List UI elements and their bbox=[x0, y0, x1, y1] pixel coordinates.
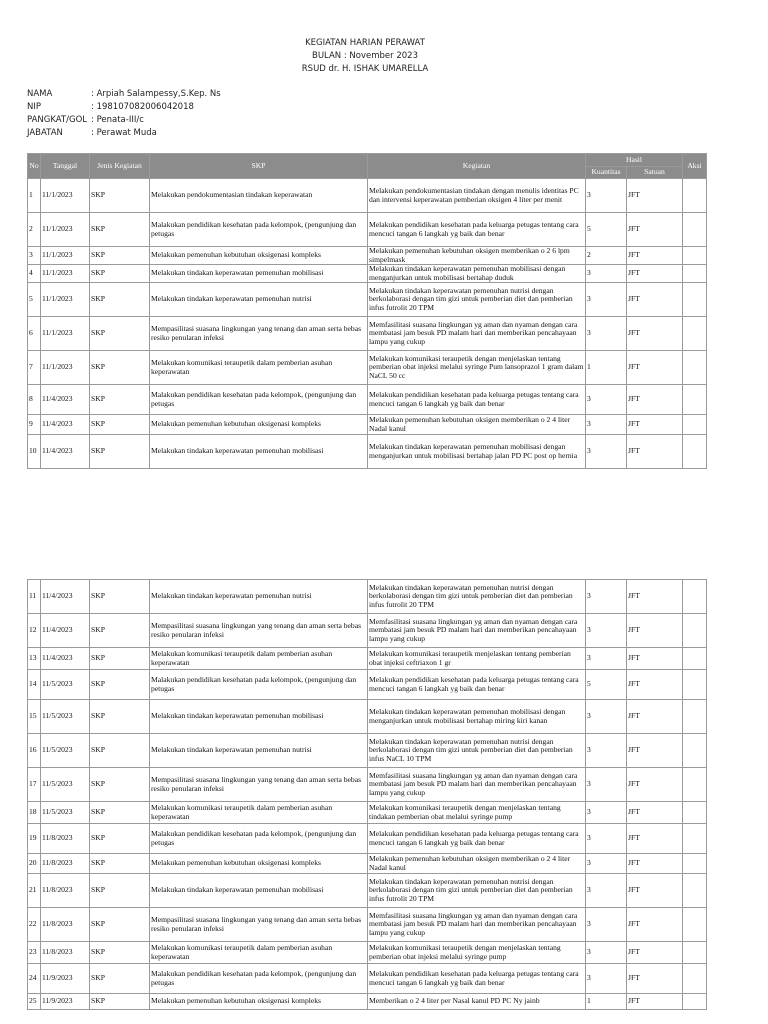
cell-aksi bbox=[683, 700, 707, 734]
cell-jenis: SKP bbox=[90, 648, 150, 670]
report-hospital: RSUD dr. H. ISHAK UMARELLA bbox=[301, 64, 429, 74]
col-skp: SKP bbox=[150, 154, 368, 179]
activity-table-page-2 bbox=[27, 579, 707, 1010]
cell-jenis: SKP bbox=[90, 994, 150, 1010]
cell-no: 22 bbox=[28, 908, 41, 942]
table-row bbox=[28, 802, 707, 824]
cell-kuantitas: 3 bbox=[586, 802, 627, 824]
cell-satuan: JFT bbox=[627, 247, 683, 265]
info-pangkat bbox=[27, 115, 144, 125]
cell-skp: Melakukan tindakan keperawatan pemenuhan mobilisasi bbox=[150, 265, 368, 283]
cell-kuantitas: 3 bbox=[586, 942, 627, 964]
table-row bbox=[28, 385, 707, 415]
cell-tanggal: 11/5/2023 bbox=[41, 670, 90, 700]
cell-kegiatan: Memfasilitasi suasana lingkungan yg aman dan nyaman dengan cara membatasi jam besuk PD malam hari dan memberikan pencahayaan lampu yang cukup bbox=[368, 908, 586, 942]
table-row bbox=[28, 614, 707, 648]
cell-satuan: JFT bbox=[627, 385, 683, 415]
cell-jenis: SKP bbox=[90, 385, 150, 415]
cell-no: 18 bbox=[28, 802, 41, 824]
cell-skp: Malakukan pendidikan kesehatan pada kelompok, (pengunjung dan petugas bbox=[150, 824, 368, 854]
cell-kegiatan: Melakukan komunikasi teraupetik menjelaskan tentang pemberian obat injeksi ceftriaxon 1 gr bbox=[368, 648, 586, 670]
cell-kuantitas: 3 bbox=[586, 415, 627, 435]
cell-jenis: SKP bbox=[90, 283, 150, 317]
cell-jenis: SKP bbox=[90, 179, 150, 213]
table-row bbox=[28, 908, 707, 942]
cell-no: 3 bbox=[28, 247, 41, 265]
table-row bbox=[28, 317, 707, 351]
cell-kegiatan: Melakukan pendokumentasian tindakan dengan menulis identitas PC dan intervensi keperawatan pemberian oksigen 4 liter per menit bbox=[368, 179, 586, 213]
table-row bbox=[28, 179, 707, 213]
cell-aksi bbox=[683, 247, 707, 265]
cell-aksi bbox=[683, 824, 707, 854]
cell-satuan: JFT bbox=[627, 908, 683, 942]
cell-skp: Mempasilitasi suasana lingkungan yang tenang dan aman serta bebas resiko penularan infeksi bbox=[150, 317, 368, 351]
cell-jenis: SKP bbox=[90, 854, 150, 874]
info-label: JABATAN bbox=[27, 128, 63, 138]
cell-kuantitas: 3 bbox=[586, 648, 627, 670]
table-row bbox=[28, 874, 707, 908]
cell-no: 20 bbox=[28, 854, 41, 874]
cell-satuan: JFT bbox=[627, 648, 683, 670]
table-row bbox=[28, 994, 707, 1010]
cell-kegiatan: Melakukan komunikasi teraupetik dengan menjelaskan tentang tindakan pemberian obat melalui syringe pump bbox=[368, 802, 586, 824]
cell-jenis: SKP bbox=[90, 908, 150, 942]
table-row bbox=[28, 824, 707, 854]
info-label: PANGKAT/GOL bbox=[27, 115, 87, 125]
cell-kegiatan: Melakukan pendidikan kesehatan pada keluarga petugas tentang cara mencuci tangan 6 langkah yg baik dan benar bbox=[368, 385, 586, 415]
cell-tanggal: 11/1/2023 bbox=[41, 351, 90, 385]
cell-kegiatan: Memfasilitasi suasana lingkungan yg aman dan nyaman dengan cara membatasi jam besuk PD malam hari dan memberikan pencahayaan lampu yang cukup bbox=[368, 317, 586, 351]
cell-kuantitas: 3 bbox=[586, 700, 627, 734]
cell-satuan: JFT bbox=[627, 351, 683, 385]
cell-skp: Mempasilitasi suasana lingkungan yang tenang dan aman serta bebas resiko penularan infeksi bbox=[150, 908, 368, 942]
cell-no: 10 bbox=[28, 435, 41, 469]
info-label: NIP bbox=[27, 102, 41, 112]
col-no: No bbox=[28, 154, 41, 179]
cell-satuan: JFT bbox=[627, 964, 683, 994]
table-row bbox=[28, 734, 707, 768]
cell-tanggal: 11/8/2023 bbox=[41, 874, 90, 908]
cell-aksi bbox=[683, 908, 707, 942]
cell-satuan: JFT bbox=[627, 802, 683, 824]
cell-skp: Malakukan pendidikan kesehatan pada kelompok, (pengunjung dan petugas bbox=[150, 385, 368, 415]
col-hasil: Hasil bbox=[586, 154, 683, 167]
cell-aksi bbox=[683, 648, 707, 670]
cell-skp: Malakukan pendidikan kesehatan pada kelompok, (pengunjung dan petugas bbox=[150, 670, 368, 700]
cell-jenis: SKP bbox=[90, 351, 150, 385]
cell-satuan: JFT bbox=[627, 700, 683, 734]
cell-aksi bbox=[683, 874, 707, 908]
col-kegiatan: Kegiatan bbox=[368, 154, 586, 179]
col-kuantitas: Kuantitas bbox=[586, 167, 627, 179]
cell-skp: Melakukan komunikasi teraupetik dalam pemberian asuhan keperawatan bbox=[150, 942, 368, 964]
col-aksi: Aksi bbox=[683, 154, 707, 179]
cell-kuantitas: 3 bbox=[586, 768, 627, 802]
cell-kuantitas: 2 bbox=[586, 247, 627, 265]
cell-skp: Mempasilitasi suasana lingkungan yang tenang dan aman serta bebas resiko penularan infeksi bbox=[150, 768, 368, 802]
cell-aksi bbox=[683, 385, 707, 415]
cell-aksi bbox=[683, 283, 707, 317]
cell-kuantitas: 3 bbox=[586, 385, 627, 415]
col-satuan: Satuan bbox=[627, 167, 683, 179]
cell-aksi bbox=[683, 994, 707, 1010]
table-row bbox=[28, 964, 707, 994]
cell-aksi bbox=[683, 768, 707, 802]
cell-jenis: SKP bbox=[90, 435, 150, 469]
cell-tanggal: 11/4/2023 bbox=[41, 648, 90, 670]
cell-tanggal: 11/5/2023 bbox=[41, 802, 90, 824]
info-value: : Perawat Muda bbox=[91, 128, 157, 138]
cell-aksi bbox=[683, 802, 707, 824]
cell-kegiatan: Melakukan tindakan keperawatan pemenuhan nutrisi dengan berkolaborasi dengan tim gizi untuk pemberian diet dan pemberian infus futrolit 20 TPM bbox=[368, 283, 586, 317]
cell-no: 12 bbox=[28, 614, 41, 648]
cell-aksi bbox=[683, 179, 707, 213]
cell-kuantitas: 1 bbox=[586, 994, 627, 1010]
cell-skp: Melakukan komunikasi teraupetik dalam pemberian asuhan keperawatan bbox=[150, 802, 368, 824]
cell-skp: Melakukan tindakan keperawatan pemenuhan nutrisi bbox=[150, 734, 368, 768]
cell-skp: Melakukan tindakan keperawatan pemenuhan mobilisasi bbox=[150, 874, 368, 908]
cell-tanggal: 11/9/2023 bbox=[41, 994, 90, 1010]
cell-skp: Malakukan pendidikan kesehatan pada kelompok, (pengunjung dan petugas bbox=[150, 964, 368, 994]
cell-no: 16 bbox=[28, 734, 41, 768]
cell-jenis: SKP bbox=[90, 802, 150, 824]
info-nip bbox=[27, 102, 194, 112]
cell-no: 21 bbox=[28, 874, 41, 908]
cell-no: 1 bbox=[28, 179, 41, 213]
cell-tanggal: 11/5/2023 bbox=[41, 768, 90, 802]
cell-jenis: SKP bbox=[90, 964, 150, 994]
cell-tanggal: 11/4/2023 bbox=[41, 614, 90, 648]
cell-jenis: SKP bbox=[90, 247, 150, 265]
cell-jenis: SKP bbox=[90, 670, 150, 700]
cell-satuan: JFT bbox=[627, 854, 683, 874]
table-row bbox=[28, 213, 707, 247]
cell-kegiatan: Memberikan o 2 4 liter per Nasal kanul PD PC Ny jainb bbox=[368, 994, 586, 1010]
cell-jenis: SKP bbox=[90, 213, 150, 247]
cell-jenis: SKP bbox=[90, 580, 150, 614]
cell-tanggal: 11/8/2023 bbox=[41, 824, 90, 854]
cell-satuan: JFT bbox=[627, 874, 683, 908]
cell-satuan: JFT bbox=[627, 415, 683, 435]
cell-tanggal: 11/8/2023 bbox=[41, 908, 90, 942]
cell-kegiatan: Melakukan pendidikan kesehatan pada keluarga petugas tentang cara mencuci tangan 6 langkah yg baik dan benar bbox=[368, 824, 586, 854]
cell-kuantitas: 3 bbox=[586, 179, 627, 213]
cell-tanggal: 11/1/2023 bbox=[41, 213, 90, 247]
cell-skp: Melakukan pemenuhan kebutuhan oksigenasi kompleks bbox=[150, 994, 368, 1010]
cell-jenis: SKP bbox=[90, 874, 150, 908]
cell-skp: Melakukan pemenuhan kebutuhan oksigenasi kompleks bbox=[150, 247, 368, 265]
cell-kegiatan: Melakukan pemenuhan kebutuhan oksigen memberikan o 2 4 liter Nadal kanul bbox=[368, 415, 586, 435]
table-row bbox=[28, 854, 707, 874]
cell-skp: Malakukan pendidikan kesehatan pada kelompok, (pengunjung dan petugas bbox=[150, 213, 368, 247]
cell-tanggal: 11/9/2023 bbox=[41, 964, 90, 994]
cell-satuan: JFT bbox=[627, 213, 683, 247]
cell-skp: Melakukan komunikasi teraupetik dalam pemberian asuhan keperawatan bbox=[150, 648, 368, 670]
info-value: : 198107082006042018 bbox=[91, 102, 194, 112]
cell-no: 8 bbox=[28, 385, 41, 415]
cell-aksi bbox=[683, 351, 707, 385]
cell-aksi bbox=[683, 415, 707, 435]
info-label: NAMA bbox=[27, 89, 53, 99]
col-jenis: Jenis Kegiatan bbox=[90, 154, 150, 179]
cell-kegiatan: Melakukan tindakan keperawatan pemenuhan nutrisi dengan berkolaborasi dengan tim gizi untuk pemberian diet dan pemberian infus futrolit 20 TPM bbox=[368, 874, 586, 908]
cell-tanggal: 11/1/2023 bbox=[41, 283, 90, 317]
cell-skp: Melakukan pemenuhan kebutuhan oksigenasi kompleks bbox=[150, 854, 368, 874]
cell-aksi bbox=[683, 265, 707, 283]
report-title: KEGIATAN HARIAN PERAWAT bbox=[305, 38, 425, 48]
cell-no: 15 bbox=[28, 700, 41, 734]
cell-kegiatan: Melakukan tindakan keperawatan pemenuhan mobilisasi dengan menganjurkan untuk mobilisasi bertahap duduk bbox=[368, 265, 586, 283]
cell-no: 14 bbox=[28, 670, 41, 700]
table-row bbox=[28, 670, 707, 700]
cell-no: 25 bbox=[28, 994, 41, 1010]
cell-tanggal: 11/1/2023 bbox=[41, 265, 90, 283]
cell-no: 11 bbox=[28, 580, 41, 614]
cell-kegiatan: Melakukan pendidikan kesehatan pada keluarga petugas tentang cara mencuci tangan 6 langkah yg baik dan benar bbox=[368, 213, 586, 247]
cell-jenis: SKP bbox=[90, 614, 150, 648]
cell-tanggal: 11/4/2023 bbox=[41, 415, 90, 435]
cell-skp: Melakukan tindakan keperawatan pemenuhan nutrisi bbox=[150, 580, 368, 614]
cell-tanggal: 11/5/2023 bbox=[41, 700, 90, 734]
cell-kuantitas: 3 bbox=[586, 580, 627, 614]
cell-tanggal: 11/1/2023 bbox=[41, 247, 90, 265]
info-jabatan bbox=[27, 128, 157, 138]
cell-aksi bbox=[683, 964, 707, 994]
cell-no: 13 bbox=[28, 648, 41, 670]
cell-aksi bbox=[683, 317, 707, 351]
cell-jenis: SKP bbox=[90, 700, 150, 734]
cell-skp: Melakukan pendokumentasian tindakan keperawatan bbox=[150, 179, 368, 213]
cell-jenis: SKP bbox=[90, 768, 150, 802]
cell-aksi bbox=[683, 854, 707, 874]
cell-kegiatan: Melakukan komunikasi teraupetik dengan menjelaskan tentang pemberian obat injeksi melalui syringe pump bbox=[368, 942, 586, 964]
cell-tanggal: 11/4/2023 bbox=[41, 580, 90, 614]
cell-tanggal: 11/5/2023 bbox=[41, 734, 90, 768]
cell-satuan: JFT bbox=[627, 670, 683, 700]
cell-no: 7 bbox=[28, 351, 41, 385]
cell-no: 5 bbox=[28, 283, 41, 317]
cell-jenis: SKP bbox=[90, 942, 150, 964]
cell-no: 23 bbox=[28, 942, 41, 964]
cell-kuantitas: 3 bbox=[586, 317, 627, 351]
cell-kuantitas: 3 bbox=[586, 964, 627, 994]
cell-kegiatan: Melakukan tindakan keperawatan pemenuhan mobilisasi dengan menganjurkan untuk mobilisasi bertahap jalan PD PC post op hernia bbox=[368, 435, 586, 469]
cell-no: 17 bbox=[28, 768, 41, 802]
cell-kuantitas: 3 bbox=[586, 874, 627, 908]
cell-jenis: SKP bbox=[90, 415, 150, 435]
cell-no: 24 bbox=[28, 964, 41, 994]
cell-skp: Melakukan tindakan keperawatan pemenuhan nutrisi bbox=[150, 283, 368, 317]
cell-no: 6 bbox=[28, 317, 41, 351]
cell-tanggal: 11/1/2023 bbox=[41, 317, 90, 351]
cell-kegiatan: Melakukan pemenuhan kebutuhan oksigen memberikan o 2 4 liter Nadal kanul bbox=[368, 854, 586, 874]
table-row bbox=[28, 265, 707, 283]
activity-table-page-1 bbox=[27, 153, 707, 469]
cell-tanggal: 11/4/2023 bbox=[41, 435, 90, 469]
cell-aksi bbox=[683, 213, 707, 247]
cell-satuan: JFT bbox=[627, 283, 683, 317]
cell-aksi bbox=[683, 435, 707, 469]
cell-skp: Melakukan komunikasi teraupetik dalam pemberian asuhan keperawatan bbox=[150, 351, 368, 385]
cell-tanggal: 11/4/2023 bbox=[41, 385, 90, 415]
cell-skp: Mempasilitasi suasana lingkungan yang tenang dan aman serta bebas resiko penularan infeksi bbox=[150, 614, 368, 648]
cell-aksi bbox=[683, 670, 707, 700]
cell-kuantitas: 3 bbox=[586, 824, 627, 854]
cell-satuan: JFT bbox=[627, 824, 683, 854]
table-row bbox=[28, 351, 707, 385]
cell-no: 9 bbox=[28, 415, 41, 435]
cell-aksi bbox=[683, 734, 707, 768]
cell-kuantitas: 3 bbox=[586, 908, 627, 942]
info-value: : Arpiah Salampessy,S.Kep. Ns bbox=[91, 89, 221, 99]
table-row bbox=[28, 580, 707, 614]
cell-kegiatan: Melakukan tindakan keperawatan pemenuhan nutrisi dengan berkolaborasi dengan tim gizi untuk pemberian diet dan pemberian infus NaCL 10 TPM bbox=[368, 734, 586, 768]
table-row bbox=[28, 435, 707, 469]
cell-kegiatan: Melakukan pemenuhan kebutuhan oksigen memberikan o 2 6 lpm simpelmask bbox=[368, 247, 586, 265]
cell-jenis: SKP bbox=[90, 824, 150, 854]
cell-satuan: JFT bbox=[627, 179, 683, 213]
cell-jenis: SKP bbox=[90, 265, 150, 283]
cell-kuantitas: 5 bbox=[586, 213, 627, 247]
cell-satuan: JFT bbox=[627, 317, 683, 351]
cell-kuantitas: 3 bbox=[586, 614, 627, 648]
cell-no: 19 bbox=[28, 824, 41, 854]
cell-satuan: JFT bbox=[627, 768, 683, 802]
cell-no: 2 bbox=[28, 213, 41, 247]
cell-kegiatan: Melakukan tindakan keperawatan pemenuhan nutrisi dengan berkolaborasi dengan tim gizi untuk pemberian diet dan pemberian infus futrolit 20 TPM bbox=[368, 580, 586, 614]
cell-satuan: JFT bbox=[627, 942, 683, 964]
table-row bbox=[28, 283, 707, 317]
cell-kegiatan: Melakukan tindakan keperawatan pemenuhan mobilisasi dengan menganjurkan untuk mobilisasi bertahap miring kiri kanan bbox=[368, 700, 586, 734]
cell-kegiatan: Melakukan komunikasi teraupetik dengan menjelaskan tentang pemberian obat injeksi melalui syringe Pum lansoprazol 1 gram dalam NaCL 50 cc bbox=[368, 351, 586, 385]
info-nama bbox=[27, 89, 221, 99]
cell-kuantitas: 3 bbox=[586, 283, 627, 317]
info-value: : Penata-III/c bbox=[91, 115, 144, 125]
table-row bbox=[28, 700, 707, 734]
cell-skp: Melakukan pemenuhan kebutuhan oksigenasi kompleks bbox=[150, 415, 368, 435]
table-row bbox=[28, 415, 707, 435]
cell-kuantitas: 3 bbox=[586, 854, 627, 874]
cell-tanggal: 11/8/2023 bbox=[41, 854, 90, 874]
cell-kuantitas: 3 bbox=[586, 435, 627, 469]
cell-aksi bbox=[683, 614, 707, 648]
cell-satuan: JFT bbox=[627, 435, 683, 469]
table-row bbox=[28, 942, 707, 964]
cell-skp: Melakukan tindakan keperawatan pemenuhan mobilisasi bbox=[150, 700, 368, 734]
cell-kuantitas: 1 bbox=[586, 351, 627, 385]
table-row bbox=[28, 768, 707, 802]
cell-kegiatan: Memfasilitasi suasana lingkungan yg aman dan nyaman dengan cara membatasi jam besuk PD malam hari dan memberikan pencahayaan lampu yang cukup bbox=[368, 768, 586, 802]
table-row bbox=[28, 247, 707, 265]
cell-skp: Melakukan tindakan keperawatan pemenuhan mobilisasi bbox=[150, 435, 368, 469]
cell-satuan: JFT bbox=[627, 580, 683, 614]
report-month: BULAN : November 2023 bbox=[312, 51, 418, 61]
col-tanggal: Tanggal bbox=[41, 154, 90, 179]
cell-jenis: SKP bbox=[90, 317, 150, 351]
cell-satuan: JFT bbox=[627, 614, 683, 648]
cell-satuan: JFT bbox=[627, 734, 683, 768]
table-row bbox=[28, 648, 707, 670]
cell-kuantitas: 3 bbox=[586, 265, 627, 283]
cell-satuan: JFT bbox=[627, 994, 683, 1010]
cell-aksi bbox=[683, 942, 707, 964]
cell-satuan: JFT bbox=[627, 265, 683, 283]
cell-jenis: SKP bbox=[90, 734, 150, 768]
cell-tanggal: 11/8/2023 bbox=[41, 942, 90, 964]
cell-kegiatan: Memfasilitasi suasana lingkungan yg aman dan nyaman dengan cara membatasi jam besuk PD malam hari dan memberikan pencahayaan lampu yang cukup bbox=[368, 614, 586, 648]
cell-no: 4 bbox=[28, 265, 41, 283]
cell-tanggal: 11/1/2023 bbox=[41, 179, 90, 213]
cell-kegiatan: Melakukan pendidikan kesehatan pada keluarga petugas tentang cara mencuci tangan 6 langkah yg baik dan benar bbox=[368, 670, 586, 700]
cell-aksi bbox=[683, 580, 707, 614]
cell-kuantitas: 5 bbox=[586, 670, 627, 700]
cell-kuantitas: 3 bbox=[586, 734, 627, 768]
cell-kegiatan: Melakukan pendidikan kesehatan pada keluarga petugas tentang cara mencuci tangan 6 langkah yg baik dan benar bbox=[368, 964, 586, 994]
